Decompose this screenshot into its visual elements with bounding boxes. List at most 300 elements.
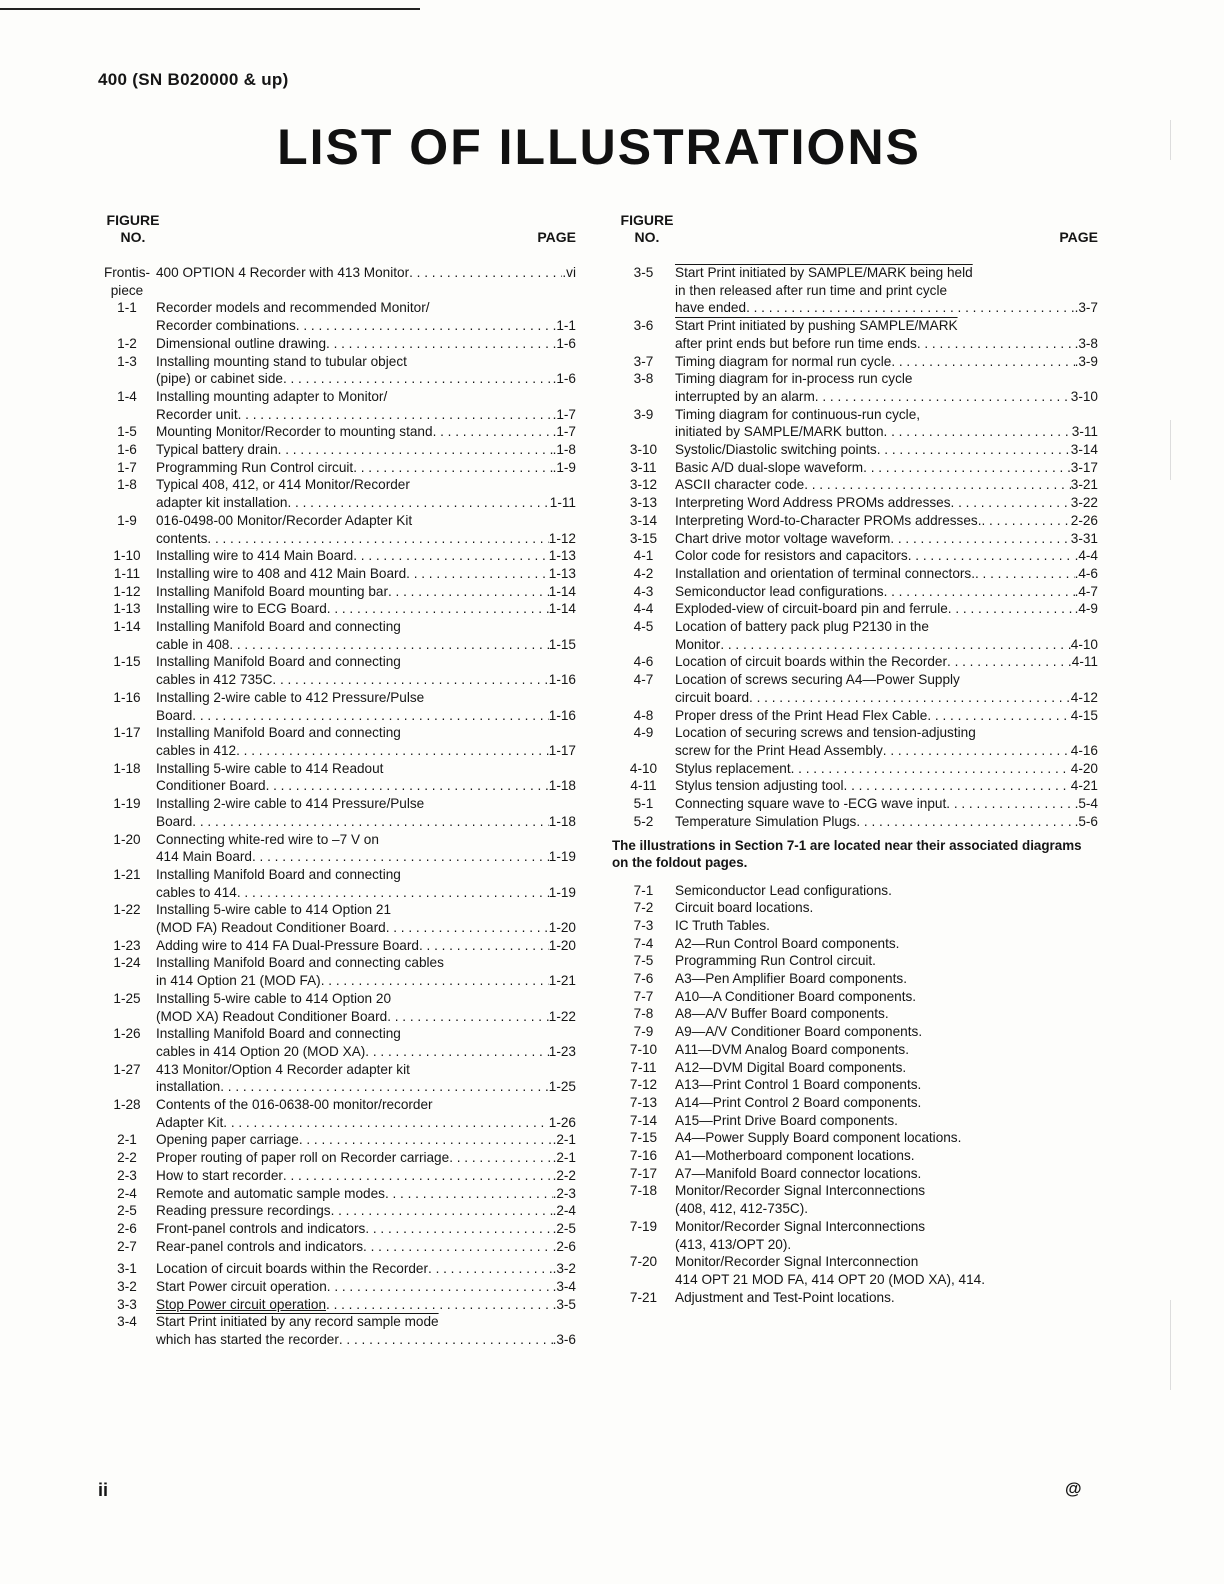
dot-leader bbox=[299, 1131, 553, 1149]
figure-title: Installation and orientation of terminal connectors. bbox=[675, 565, 975, 581]
page-ref: 1-20 bbox=[548, 937, 576, 953]
page-ref: .2-1 bbox=[552, 1132, 576, 1148]
dot-leader bbox=[947, 653, 1072, 671]
toc-entry bbox=[98, 1260, 576, 1278]
toc-entry bbox=[98, 653, 576, 688]
dot-leader bbox=[927, 707, 1070, 725]
toc-entry bbox=[98, 441, 576, 459]
figure-number: 2-5 bbox=[117, 1203, 137, 1219]
figure-title: Dimensional outline drawing bbox=[156, 335, 327, 351]
figure-number: 4-4 bbox=[633, 601, 654, 617]
dot-leader bbox=[327, 600, 549, 618]
dot-leader bbox=[433, 423, 553, 441]
figure-title: Installing mounting stand to tubular object bbox=[156, 353, 407, 369]
figure-number: 7-20 bbox=[629, 1254, 658, 1270]
toc-entry bbox=[98, 512, 576, 547]
toc-entry bbox=[98, 299, 576, 334]
figure-number: 4-10 bbox=[629, 760, 658, 776]
figure-title: Mounting Monitor/Recorder to mounting stand bbox=[156, 424, 433, 440]
dot-leader bbox=[385, 1185, 553, 1203]
figure-title: Stop Power circuit operation bbox=[156, 1296, 327, 1312]
figure-number: 2-4 bbox=[117, 1185, 137, 1201]
dot-leader bbox=[804, 476, 1071, 494]
figure-title: A11—DVM Analog Board components. bbox=[675, 1041, 909, 1057]
figure-number: 1-15 bbox=[113, 654, 141, 670]
dot-leader bbox=[388, 583, 549, 601]
figure-no-heading: FIGURE NO. bbox=[620, 212, 674, 245]
dot-leader bbox=[387, 1008, 549, 1026]
figure-title: cables in 414 Option 20 (MOD XA) bbox=[156, 1043, 366, 1059]
page-ref: 1-13 bbox=[548, 548, 576, 564]
dot-leader bbox=[891, 353, 1074, 371]
figure-number: 1-24 bbox=[113, 955, 141, 971]
figure-number: 2-7 bbox=[117, 1238, 137, 1254]
toc-entry bbox=[612, 1041, 1098, 1059]
figure-number: 4-6 bbox=[633, 654, 654, 670]
dot-leader bbox=[975, 565, 1075, 583]
toc-entry bbox=[612, 530, 1098, 548]
figure-title: Front-panel controls and indicators bbox=[156, 1220, 366, 1236]
figure-title: Installing wire to 414 Main Board bbox=[156, 548, 354, 564]
page-ref: .1-9 bbox=[552, 459, 576, 475]
figure-number: 7-11 bbox=[630, 1059, 657, 1075]
toc-entry bbox=[612, 1112, 1098, 1130]
toc-entry bbox=[612, 353, 1098, 371]
toc-entry bbox=[612, 1165, 1098, 1183]
toc-entry bbox=[612, 1005, 1098, 1023]
figure-title: Start Print initiated by SAMPLE/MARK being held bbox=[675, 265, 973, 280]
toc-entry bbox=[612, 935, 1098, 953]
toc-entry bbox=[612, 1094, 1098, 1112]
page-ref: 1-16 bbox=[548, 672, 576, 688]
figure-title: after print ends but before run time ends bbox=[675, 335, 917, 351]
toc-entry bbox=[612, 813, 1098, 831]
toc-entry bbox=[98, 583, 576, 601]
figure-number: 7-10 bbox=[629, 1041, 658, 1057]
page-ref: 1-13 bbox=[548, 565, 576, 581]
dot-leader bbox=[223, 1114, 549, 1132]
figure-title: A8—A/V Buffer Board components. bbox=[675, 1006, 889, 1022]
page-ref: .3-4 bbox=[552, 1279, 576, 1295]
figure-title: Recorder combinations bbox=[156, 318, 296, 334]
figure-number: 2-2 bbox=[117, 1150, 137, 1166]
dot-leader bbox=[363, 1238, 553, 1256]
figure-number: 7-9 bbox=[633, 1024, 654, 1040]
dot-leader bbox=[321, 972, 549, 990]
page-ref: .3-5 bbox=[552, 1296, 576, 1312]
figure-title: 016-0498-00 Monitor/Recorder Adapter Kit bbox=[156, 512, 413, 528]
figure-title: Location of circuit boards within the Recorder bbox=[156, 1261, 429, 1277]
figure-title: Monitor/Recorder Signal Interconnections bbox=[675, 1183, 926, 1199]
right-entries-list bbox=[612, 264, 1098, 1306]
page-ref: .2-5 bbox=[552, 1220, 576, 1236]
figure-title: Typical 408, 412, or 414 Monitor/Recorder bbox=[156, 477, 410, 493]
toc-entry bbox=[612, 1147, 1098, 1165]
figure-title: A10—A Conditioner Board components. bbox=[675, 988, 917, 1004]
dot-leader bbox=[409, 264, 562, 282]
page-ref: 4-16 bbox=[1070, 742, 1098, 758]
figure-number: 1-6 bbox=[117, 442, 137, 458]
figure-title: Proper dress of the Print Head Flex Cable bbox=[675, 707, 928, 723]
figure-number: 1-25 bbox=[113, 990, 141, 1006]
toc-entry bbox=[612, 512, 1098, 530]
dot-leader bbox=[890, 530, 1070, 548]
figure-title: Systolic/Diastolic switching points bbox=[675, 442, 877, 458]
figure-number: 3-2 bbox=[117, 1279, 137, 1295]
figure-title: Location of securing screws and tension-adjusting bbox=[675, 725, 976, 741]
figure-number: 1-17 bbox=[113, 725, 141, 741]
figure-number: 1-21 bbox=[113, 866, 141, 882]
toc-entry bbox=[98, 1220, 576, 1238]
dot-leader bbox=[449, 1149, 552, 1167]
figure-title: (413, 413/OPT 20). bbox=[675, 1236, 792, 1252]
figure-no-heading: FIGURE NO. bbox=[106, 212, 160, 245]
toc-entry bbox=[98, 264, 576, 299]
dot-leader bbox=[266, 777, 549, 795]
toc-entry bbox=[612, 547, 1098, 565]
toc-entry bbox=[612, 899, 1098, 917]
dot-leader bbox=[353, 459, 552, 477]
figure-title: interrupted by an alarm bbox=[675, 388, 815, 404]
figure-title: installation bbox=[156, 1079, 221, 1095]
figure-title: Installing Manifold Board and connecting bbox=[156, 654, 401, 670]
page-title: LIST OF ILLUSTRATIONS bbox=[277, 119, 921, 175]
toc-entry bbox=[98, 335, 576, 353]
figure-number: 1-5 bbox=[117, 424, 137, 440]
dot-leader bbox=[339, 1331, 553, 1349]
dot-leader bbox=[883, 742, 1071, 760]
page-ref: .2-3 bbox=[552, 1185, 576, 1201]
figure-number: 3-11 bbox=[630, 459, 657, 475]
figure-title: Board bbox=[156, 707, 193, 723]
figure-number: 3-14 bbox=[629, 512, 658, 528]
toc-entry bbox=[612, 988, 1098, 1006]
figure-number: 3-5 bbox=[633, 265, 654, 280]
page-ref: 1-22 bbox=[548, 1008, 576, 1024]
dot-leader bbox=[884, 423, 1072, 441]
figure-title: have ended bbox=[675, 300, 747, 316]
toc-entry bbox=[612, 1289, 1098, 1307]
toc-entry bbox=[612, 494, 1098, 512]
dot-leader bbox=[917, 335, 1075, 353]
figure-title: Installing Manifold Board and connecting cables bbox=[156, 955, 444, 971]
toc-entry bbox=[612, 476, 1098, 494]
figure-title: (pipe) or cabinet side bbox=[156, 371, 283, 387]
toc-entry bbox=[612, 1023, 1098, 1041]
figure-number: 7-16 bbox=[629, 1148, 658, 1164]
toc-entry bbox=[612, 600, 1098, 618]
figure-title: Start Print initiated by pushing SAMPLE/MARK bbox=[675, 318, 958, 334]
figure-title: Programming Run Control circuit. bbox=[675, 953, 876, 969]
page-ref: 1-19 bbox=[548, 884, 576, 900]
page-ref: 1-26 bbox=[548, 1114, 576, 1130]
figure-title: Reading pressure recordings bbox=[156, 1203, 331, 1219]
figure-title: in 414 Option 21 (MOD FA) bbox=[156, 973, 321, 989]
page-ref: .3-8 bbox=[1074, 335, 1098, 351]
figure-number: 2-3 bbox=[117, 1167, 137, 1183]
figure-number: 5-1 bbox=[633, 796, 654, 812]
toc-entry bbox=[612, 317, 1098, 352]
page-ref: .3-6 bbox=[552, 1332, 576, 1348]
toc-entry bbox=[98, 724, 576, 759]
figure-title: Monitor/Recorder Signal Interconnection bbox=[675, 1254, 919, 1270]
figure-number: 7-12 bbox=[629, 1077, 658, 1093]
page-ref: .1-6 bbox=[552, 371, 576, 387]
toc-entry bbox=[98, 1131, 576, 1149]
toc-entry bbox=[612, 264, 1098, 317]
page-ref: .5-6 bbox=[1074, 813, 1098, 829]
figure-number: 1-12 bbox=[113, 583, 141, 599]
toc-entry bbox=[612, 970, 1098, 988]
page-heading: PAGE bbox=[537, 229, 576, 245]
model-header: 400 (SN B020000 & up) bbox=[98, 70, 289, 89]
dot-leader bbox=[746, 299, 1075, 317]
dot-leader bbox=[908, 547, 1075, 565]
toc-entry bbox=[98, 600, 576, 618]
figure-title: screw for the Print Head Assembly bbox=[675, 742, 883, 758]
toc-entry bbox=[98, 689, 576, 724]
figure-number: 7-2 bbox=[633, 900, 654, 916]
figure-number: 7-6 bbox=[633, 971, 654, 987]
figure-title: How to start recorder bbox=[156, 1167, 283, 1183]
page-ref: 3-31 bbox=[1070, 530, 1098, 546]
figure-title: Conditioner Board bbox=[156, 778, 266, 794]
figure-number: 7-4 bbox=[633, 935, 654, 951]
page-ref: 3-21 bbox=[1070, 477, 1098, 493]
figure-title: IC Truth Tables. bbox=[675, 917, 770, 933]
dot-leader bbox=[844, 777, 1071, 795]
toc-entry bbox=[98, 618, 576, 653]
page-ref: 4-11 bbox=[1071, 654, 1098, 670]
figure-number: 1-2 bbox=[117, 335, 137, 351]
figure-title: 413 Monitor/Option 4 Recorder adapter kit bbox=[156, 1061, 410, 1077]
figure-number: 1-14 bbox=[113, 619, 141, 635]
toc-entry bbox=[612, 952, 1098, 970]
figure-title: Opening paper carriage bbox=[156, 1132, 299, 1148]
scan-edge-mark bbox=[1170, 1300, 1171, 1390]
dot-leader bbox=[287, 494, 549, 512]
figure-number: 1-27 bbox=[113, 1061, 141, 1077]
figure-number: 4-2 bbox=[633, 565, 654, 581]
page-ref: .vi bbox=[562, 265, 576, 280]
figure-number: 4-11 bbox=[630, 778, 657, 794]
figure-title: cables to 414 bbox=[156, 884, 237, 900]
figure-title: (408, 412, 412-735C). bbox=[675, 1201, 809, 1217]
dot-leader bbox=[237, 884, 549, 902]
figure-title: 414 OPT 21 MOD FA, 414 OPT 20 (MOD XA), 414. bbox=[675, 1271, 986, 1287]
dot-leader bbox=[327, 1278, 553, 1296]
dot-leader bbox=[948, 600, 1075, 618]
dot-leader bbox=[272, 671, 548, 689]
toc-entry bbox=[612, 1218, 1098, 1253]
figure-title: Installing wire to ECG Board bbox=[156, 601, 327, 617]
figure-title: Typical battery drain bbox=[156, 442, 278, 458]
figure-title: A13—Print Control 1 Board components. bbox=[675, 1077, 922, 1093]
figure-title: A14—Print Control 2 Board components. bbox=[675, 1094, 922, 1110]
dot-leader bbox=[296, 317, 553, 335]
figure-number: Frontis- piece bbox=[103, 265, 151, 298]
toc-entry bbox=[98, 1167, 576, 1185]
figure-number: 7-15 bbox=[629, 1130, 658, 1146]
figure-number: 5-2 bbox=[633, 813, 654, 829]
page-ref: .3-2 bbox=[552, 1261, 576, 1277]
toc-entry bbox=[612, 370, 1098, 405]
figure-title: Basic A/D dual-slope waveform bbox=[675, 459, 864, 475]
dot-leader bbox=[791, 760, 1071, 778]
figure-title: initiated by SAMPLE/MARK button bbox=[675, 424, 884, 440]
toc-entry bbox=[98, 1313, 576, 1348]
figure-title: Stylus tension adjusting tool bbox=[675, 778, 844, 794]
page-ref: .4-7 bbox=[1074, 583, 1098, 599]
figure-title: Color code for resistors and capacitors bbox=[675, 548, 908, 564]
figure-title: A7—Manifold Board connector locations. bbox=[675, 1165, 922, 1181]
figure-title: A4—Power Supply Board component locations. bbox=[675, 1130, 962, 1146]
page-ref: 1-20 bbox=[548, 920, 576, 936]
figure-number: 3-7 bbox=[633, 353, 654, 369]
page-ref: .4-4 bbox=[1074, 548, 1098, 564]
figure-number: 1-10 bbox=[113, 548, 141, 564]
figure-number: 1-13 bbox=[113, 601, 141, 617]
page-ref: 3-10 bbox=[1070, 388, 1098, 404]
figure-number: 1-11 bbox=[113, 565, 141, 581]
dot-leader bbox=[192, 707, 549, 725]
dot-leader bbox=[331, 1202, 553, 1220]
toc-entry bbox=[612, 1129, 1098, 1147]
toc-entry bbox=[612, 1059, 1098, 1077]
figure-number: 3-3 bbox=[117, 1296, 137, 1312]
figure-title: Stylus replacement bbox=[675, 760, 791, 776]
dot-leader bbox=[353, 547, 549, 565]
toc-entry bbox=[98, 1149, 576, 1167]
page-ref: 1-19 bbox=[548, 849, 576, 865]
page-ref: 4-20 bbox=[1070, 760, 1098, 776]
figure-title: Start Print initiated by any record sample mode bbox=[156, 1314, 439, 1330]
figure-number: 3-13 bbox=[629, 495, 658, 511]
toc-entry bbox=[98, 990, 576, 1025]
figure-number: 1-9 bbox=[117, 512, 137, 528]
toc-entry bbox=[98, 831, 576, 866]
figure-number: 3-15 bbox=[629, 530, 658, 546]
dot-leader bbox=[252, 848, 549, 866]
scan-edge-mark bbox=[1170, 420, 1171, 480]
figure-number: 1-7 bbox=[117, 459, 137, 475]
figure-title: Installing mounting adapter to Monitor/ bbox=[156, 388, 388, 404]
dot-leader bbox=[946, 795, 1074, 813]
dot-leader bbox=[192, 813, 549, 831]
page-ref: 3-17 bbox=[1070, 459, 1098, 475]
dot-leader bbox=[326, 335, 553, 353]
toc-entry bbox=[612, 882, 1098, 900]
page-ref: 1-23 bbox=[548, 1043, 576, 1059]
figure-title: A9—A/V Conditioner Board components. bbox=[675, 1024, 923, 1040]
page-ref: .1-1 bbox=[552, 318, 576, 334]
toc-entry bbox=[98, 1025, 576, 1060]
page-number: ii bbox=[98, 1480, 109, 1500]
page-ref: .4-6 bbox=[1074, 565, 1098, 581]
figure-title: cables in 412 bbox=[156, 742, 237, 758]
figure-title: Connecting white-red wire to –7 V on bbox=[156, 831, 379, 847]
figure-title: Timing diagram for in-process run cycle bbox=[675, 371, 913, 387]
figure-title: cable in 408 bbox=[156, 636, 230, 652]
figure-title: Proper routing of paper roll on Recorder carriage bbox=[156, 1150, 450, 1166]
figure-title: A1—Motherboard component locations. bbox=[675, 1148, 915, 1164]
page-ref: .1-7 bbox=[552, 424, 576, 440]
figure-number: 1-22 bbox=[113, 902, 141, 918]
figure-title: Programming Run Control circuit bbox=[156, 459, 354, 475]
page-ref: 1-16 bbox=[548, 707, 576, 723]
toc-entry bbox=[98, 901, 576, 936]
dot-leader bbox=[236, 742, 549, 760]
page-ref: .4-9 bbox=[1074, 601, 1098, 617]
figure-number: 4-5 bbox=[633, 619, 654, 635]
toc-entry bbox=[98, 795, 576, 830]
figure-number: 3-8 bbox=[633, 371, 654, 387]
publisher-mark: @ bbox=[1065, 1479, 1082, 1498]
page-ref: .2-1 bbox=[552, 1150, 576, 1166]
figure-title: Location of battery pack plug P2130 in the bbox=[675, 619, 929, 635]
figure-number: 3-6 bbox=[633, 318, 654, 334]
figure-number: 4-8 bbox=[633, 707, 654, 723]
figure-number: 3-1 bbox=[117, 1261, 137, 1277]
figure-number: 1-4 bbox=[117, 388, 137, 404]
dot-leader bbox=[749, 689, 1071, 707]
toc-entry bbox=[98, 1296, 576, 1314]
dot-leader bbox=[856, 813, 1074, 831]
figure-title: (MOD FA) Readout Conditioner Board bbox=[156, 920, 386, 936]
page-ref: 1-12 bbox=[548, 530, 576, 546]
figure-number: 1-19 bbox=[113, 796, 141, 812]
figure-number: 1-23 bbox=[113, 937, 141, 953]
page-ref: 1-14 bbox=[548, 601, 576, 617]
figure-title: Installing 5-wire cable to 414 Option 20 bbox=[156, 990, 392, 1006]
figure-title: Installing Manifold Board and connecting bbox=[156, 725, 401, 741]
dot-leader bbox=[720, 636, 1070, 654]
toc-entry bbox=[612, 406, 1098, 441]
toc-entry bbox=[98, 1185, 576, 1203]
page-ref: 1-18 bbox=[548, 778, 576, 794]
figure-title: in then released after run time and print cycle bbox=[675, 282, 948, 298]
figure-number: 3-9 bbox=[633, 406, 654, 422]
figure-title: Contents of the 016-0638-00 monitor/recorder bbox=[156, 1097, 433, 1113]
figure-title: Installing Manifold Board mounting bar bbox=[156, 583, 388, 599]
page-ref: 2-26 bbox=[1070, 512, 1098, 528]
section-entries bbox=[612, 264, 1098, 831]
toc-entry bbox=[612, 565, 1098, 583]
page-ref: .2-6 bbox=[552, 1238, 576, 1254]
toc-entry bbox=[612, 1182, 1098, 1217]
figure-title: Semiconductor lead configurations bbox=[675, 583, 884, 599]
figure-title: (MOD XA) Readout Conditioner Board bbox=[156, 1008, 388, 1024]
toc-entry bbox=[612, 917, 1098, 935]
figure-title: Recorder unit bbox=[156, 406, 238, 422]
figure-title: Temperature Simulation Plugs bbox=[675, 813, 857, 829]
toc-entry bbox=[98, 1096, 576, 1131]
figure-number: 4-7 bbox=[633, 672, 654, 688]
page-ref: 4-21 bbox=[1070, 778, 1098, 794]
toc-entry bbox=[612, 671, 1098, 706]
figure-title: Adjustment and Test-Point locations. bbox=[675, 1289, 895, 1305]
toc-entry bbox=[98, 1278, 576, 1296]
figure-title: Installing Manifold Board and connecting bbox=[156, 1026, 401, 1042]
figure-number: 7-17 bbox=[629, 1165, 658, 1181]
figure-title: Installing Manifold Board and connecting bbox=[156, 866, 401, 882]
toc-entry bbox=[612, 653, 1098, 671]
toc-entry bbox=[98, 423, 576, 441]
figure-title: Installing 2-wire cable to 412 Pressure/Pulse bbox=[156, 689, 425, 705]
figure-title: 400 OPTION 4 Recorder with 413 Monitor bbox=[156, 265, 410, 280]
dot-leader bbox=[951, 494, 1071, 512]
page-ref: 1-11 bbox=[549, 495, 576, 511]
